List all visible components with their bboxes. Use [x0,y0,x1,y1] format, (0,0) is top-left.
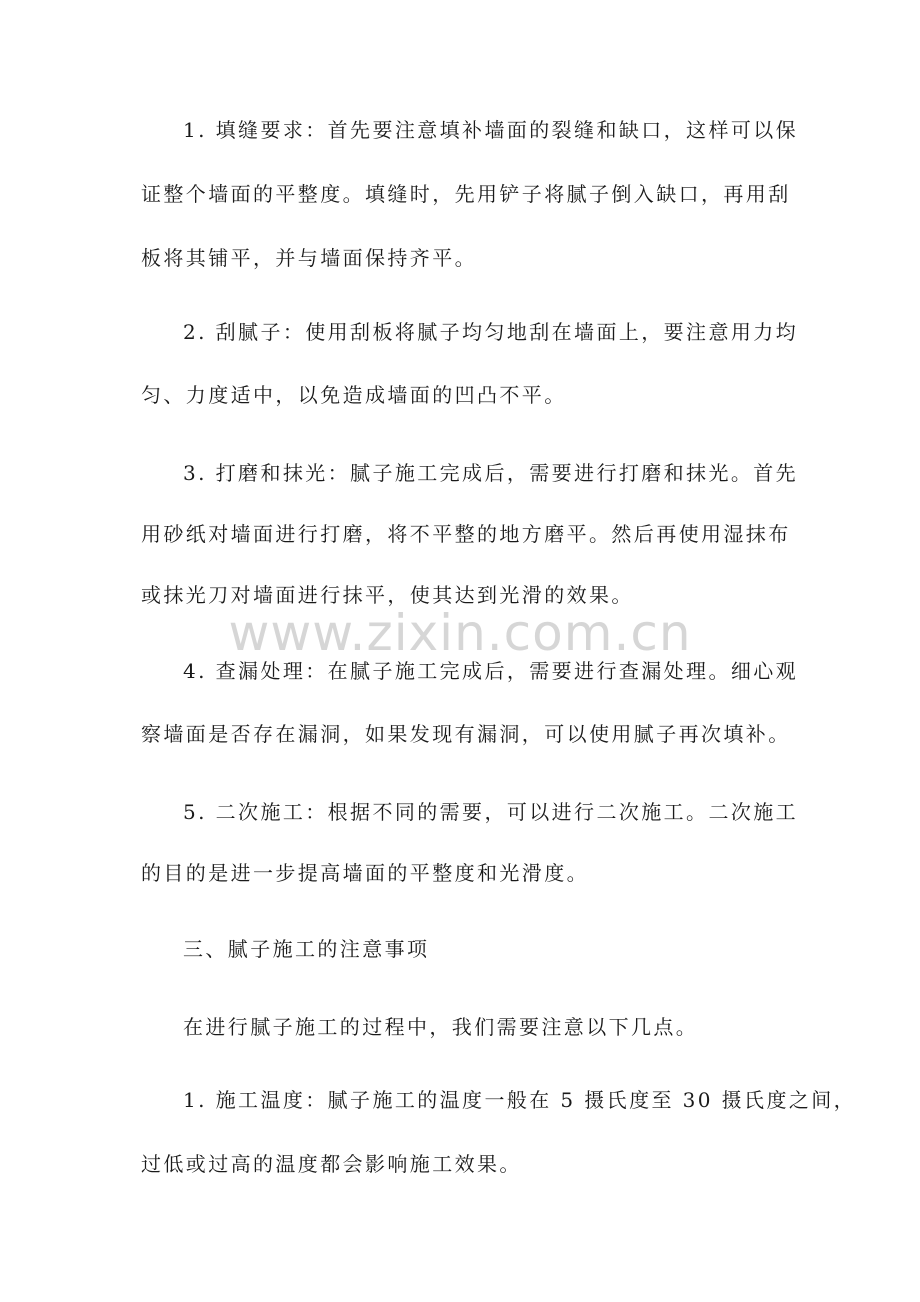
paragraph-line: 1. 填缝要求：首先要注意填补墙面的裂缝和缺口，这样可以保 [183,118,799,142]
paragraph-line: 过低或过高的温度都会影响施工效果。 [141,1152,522,1176]
paragraph-line: 2. 刮腻子：使用刮板将腻子均匀地刮在墙面上，要注意用力均 [183,320,799,344]
paragraph-line: 匀、力度适中，以免造成墙面的凹凸不平。 [141,383,567,407]
paragraph-line: 板将其铺平，并与墙面保持齐平。 [141,246,477,270]
paragraph-line: 5. 二次施工：根据不同的需要，可以进行二次施工。二次施工 [183,800,799,824]
paragraph-line: 在进行腻子施工的过程中，我们需要注意以下几点。 [183,1015,699,1039]
paragraph-line: 的目的是进一步提高墙面的平整度和光滑度。 [141,861,589,885]
section-heading: 三、腻子施工的注意事项 [183,937,430,961]
watermark: www.zixin.com.cn [228,604,692,662]
paragraph-line: 4. 查漏处理：在腻子施工完成后，需要进行查漏处理。细心观 [183,659,799,683]
paragraph-line: 或抹光刀对墙面进行抹平，使其达到光滑的效果。 [141,583,634,607]
paragraph-line: 用砂纸对墙面进行打磨，将不平整的地方磨平。然后再使用湿抹布 [141,522,791,546]
paragraph-line: 察墙面是否存在漏洞，如果发现有漏洞，可以使用腻子再次填补。 [141,722,791,746]
paragraph-line: 1. 施工温度：腻子施工的温度一般在 5 摄氏度至 30 摄氏度之间， [183,1088,857,1112]
paragraph-line: 3. 打磨和抹光：腻子施工完成后，需要进行打磨和抹光。首先 [183,461,799,485]
paragraph-line: 证整个墙面的平整度。填缝时，先用铲子将腻子倒入缺口，再用刮 [141,182,791,206]
